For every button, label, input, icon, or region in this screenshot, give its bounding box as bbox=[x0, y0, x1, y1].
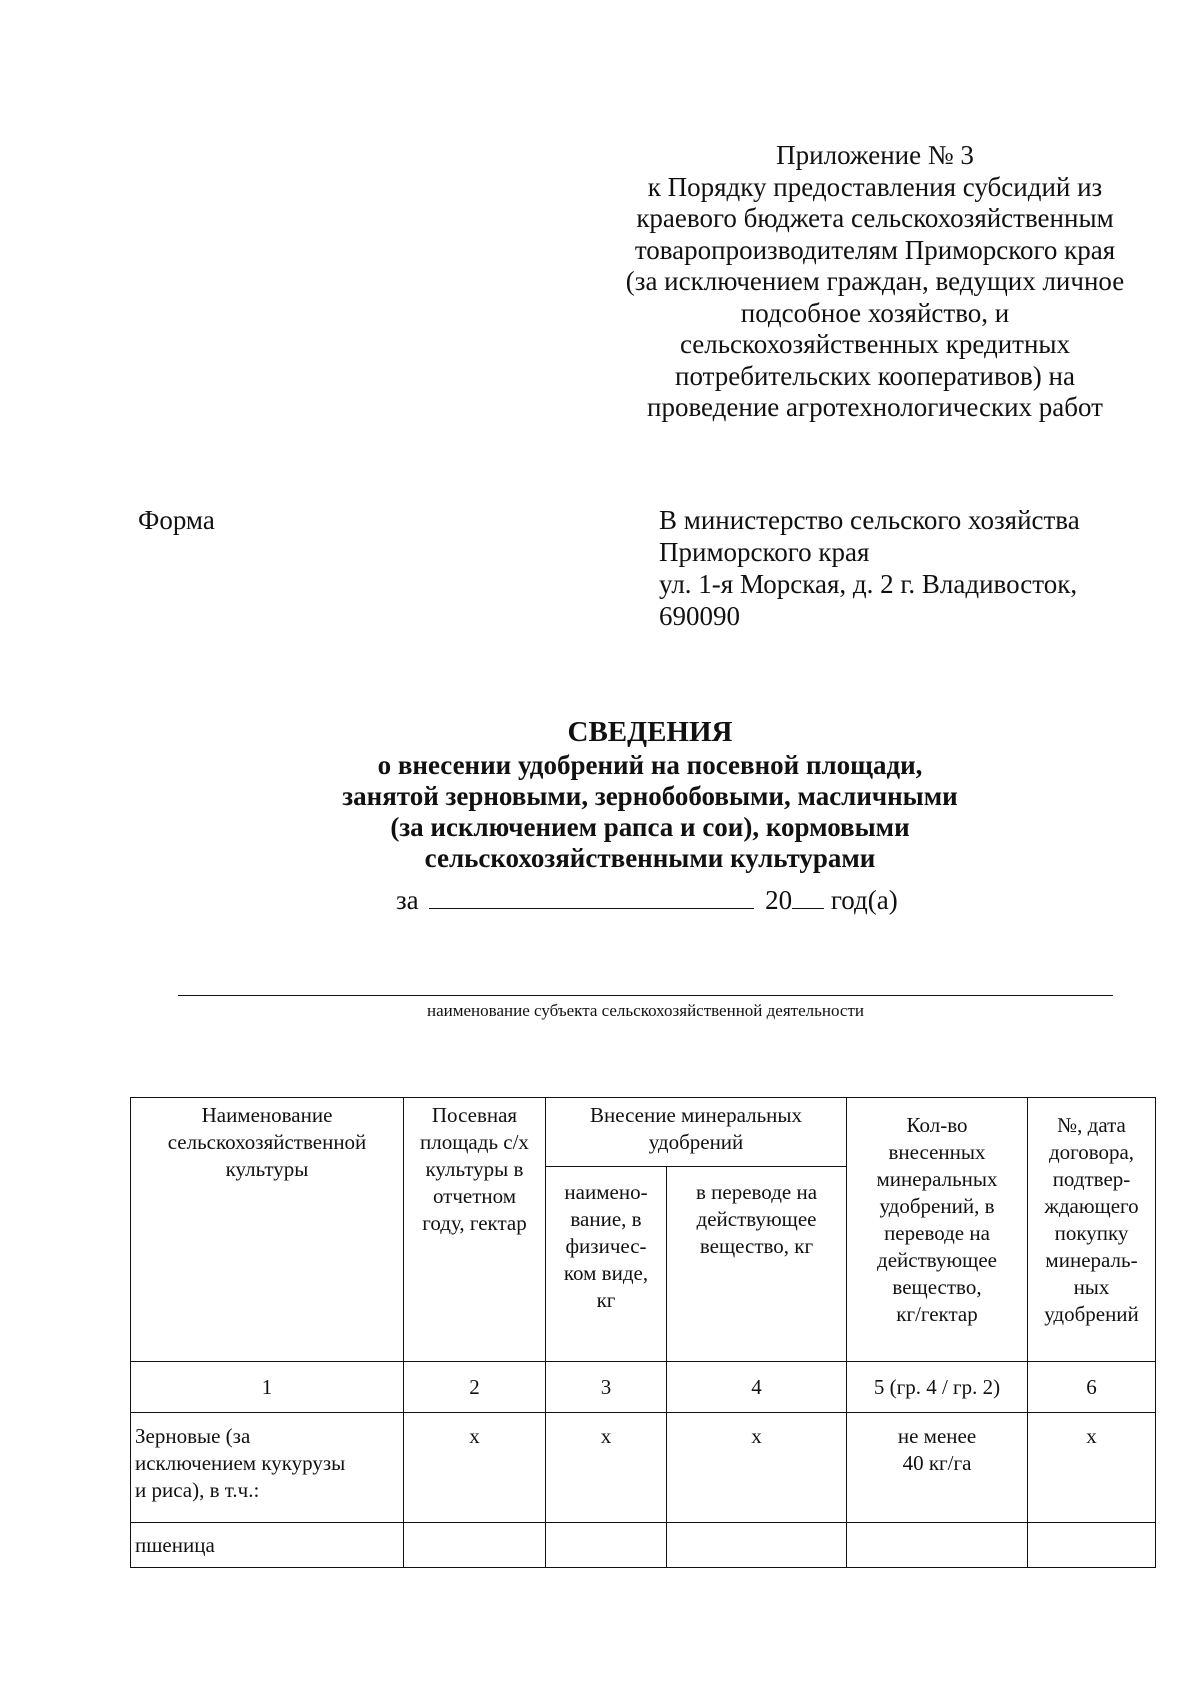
contract-cell[interactable] bbox=[1028, 1523, 1156, 1568]
header-text: Посевная bbox=[431, 1103, 518, 1127]
heading-line: о внесении удобрений на посевной площади, bbox=[377, 750, 923, 780]
amount-cell[interactable] bbox=[847, 1413, 1028, 1523]
header-text: покупку bbox=[1054, 1221, 1129, 1245]
appendix-line: к Порядку предоставления субсидий из bbox=[647, 171, 1103, 202]
heading-line: сельскохозяйственными культурами bbox=[424, 843, 876, 873]
header-text: Внесение минеральных bbox=[589, 1103, 803, 1127]
active-cell[interactable] bbox=[667, 1523, 847, 1568]
header-text: №, дата bbox=[1057, 1113, 1126, 1137]
appendix-line: (за исключением граждан, ведущих личное bbox=[625, 266, 1125, 296]
cell-text: не менее bbox=[897, 1424, 977, 1448]
column-number: 4 bbox=[667, 1362, 847, 1413]
header-text: кг bbox=[596, 1288, 616, 1312]
header-text: минераль- bbox=[1045, 1248, 1138, 1272]
header-text: культуры в bbox=[425, 1157, 524, 1181]
header-text: подтвер- bbox=[1052, 1167, 1131, 1191]
sown-area-cell[interactable]: х bbox=[404, 1413, 546, 1523]
header-contract bbox=[1028, 1098, 1156, 1362]
year-blank-field[interactable] bbox=[792, 886, 824, 909]
header-text: ком виде, bbox=[563, 1261, 649, 1285]
cell-text: Зерновые (за bbox=[135, 1424, 251, 1448]
header-mineral-group bbox=[546, 1098, 847, 1167]
address-line: Приморского края bbox=[659, 537, 870, 567]
header-text: вещество, кг bbox=[699, 1234, 814, 1258]
address-line: В министерство сельского хозяйства bbox=[659, 505, 1080, 535]
header-text: минеральных bbox=[876, 1167, 998, 1191]
document-title: СВЕДЕНИЯ bbox=[567, 716, 733, 748]
appendix-line: товаропроизводителям Приморского края bbox=[634, 234, 1116, 265]
crop-name-cell bbox=[131, 1523, 404, 1568]
cell-text: пшеница bbox=[135, 1532, 215, 1557]
column-number: 1 bbox=[131, 1362, 404, 1413]
cell-text: 40 кг/га bbox=[902, 1451, 972, 1475]
header-text: году, гектар bbox=[422, 1211, 527, 1235]
column-number: 6 bbox=[1028, 1362, 1156, 1413]
header-physical bbox=[546, 1167, 667, 1362]
header-text: физичес- bbox=[565, 1234, 647, 1258]
active-cell[interactable]: х bbox=[667, 1413, 847, 1523]
amount-cell[interactable] bbox=[847, 1523, 1028, 1568]
period-blank-field[interactable] bbox=[429, 886, 754, 909]
header-amount bbox=[847, 1098, 1028, 1362]
header-text: наимено- bbox=[564, 1180, 648, 1204]
header-text: действующее bbox=[877, 1248, 997, 1272]
subject-name-field[interactable] bbox=[178, 995, 1113, 996]
header-text: вание, в bbox=[570, 1207, 642, 1231]
column-number: 5 (гр. 4 / гр. 2) bbox=[847, 1362, 1028, 1413]
period-suffix: год(а) bbox=[830, 885, 898, 915]
fertilizer-table bbox=[130, 1097, 1156, 1568]
header-text: культуры bbox=[225, 1157, 309, 1181]
header-row bbox=[131, 1098, 1156, 1167]
heading-line: занятой зерновыми, зернобобовыми, масличными bbox=[342, 781, 958, 811]
header-crop-name bbox=[131, 1098, 404, 1362]
column-number-row bbox=[131, 1362, 1156, 1413]
form-label: Форма bbox=[138, 505, 215, 535]
header-text: удобрений, в bbox=[879, 1194, 995, 1218]
appendix-block bbox=[600, 140, 1150, 424]
header-text: вещество, bbox=[892, 1275, 982, 1299]
header-text: переводе на bbox=[884, 1221, 990, 1245]
header-active bbox=[667, 1167, 847, 1362]
period-prefix: за bbox=[396, 885, 419, 915]
header-text: договора, bbox=[1048, 1140, 1135, 1164]
physical-cell[interactable]: х bbox=[546, 1413, 667, 1523]
physical-cell[interactable] bbox=[546, 1523, 667, 1568]
column-number: 2 bbox=[404, 1362, 546, 1413]
header-text: удобрений bbox=[1044, 1302, 1139, 1326]
sown-area-cell[interactable] bbox=[404, 1523, 546, 1568]
addressee-block bbox=[659, 504, 1179, 632]
address-line: ул. 1-я Морская, д. 2 г. Владивосток, bbox=[659, 569, 1078, 599]
header-text: удобрений bbox=[648, 1130, 744, 1154]
appendix-line: потребительских кооперативов) на bbox=[675, 360, 1075, 391]
header-text: Наименование bbox=[201, 1103, 333, 1127]
header-text: сельскохозяйственной bbox=[167, 1130, 367, 1154]
heading-line: (за исключением рапса и сои), кормовыми bbox=[390, 812, 910, 842]
subject-caption: наименование субъекта сельскохозяйственной деятельности bbox=[427, 1001, 864, 1020]
header-text: ждающего bbox=[1044, 1194, 1139, 1218]
year-prefix: 20 bbox=[765, 885, 793, 915]
appendix-line: краевого бюджета сельскохозяйственным bbox=[636, 203, 1114, 233]
header-text: внесенных bbox=[888, 1140, 986, 1164]
column-number: 3 bbox=[546, 1362, 667, 1413]
appendix-line: сельскохозяйственных кредитных bbox=[679, 329, 1071, 359]
header-sown-area bbox=[404, 1098, 546, 1362]
header-text: ных bbox=[1073, 1275, 1110, 1299]
header-text: площадь с/х bbox=[420, 1130, 529, 1154]
crop-name-cell bbox=[131, 1413, 404, 1523]
table-row bbox=[131, 1413, 1156, 1523]
header-text: кг/гектар bbox=[896, 1302, 978, 1326]
address-line: 690090 bbox=[659, 601, 740, 631]
appendix-line: подсобное хозяйство, и bbox=[740, 297, 1010, 328]
header-text: Кол-во bbox=[906, 1113, 968, 1137]
period-line bbox=[396, 884, 898, 916]
header-text: отчетном bbox=[432, 1184, 517, 1208]
document-heading bbox=[250, 717, 1050, 874]
cell-text: исключением кукурузы bbox=[135, 1451, 346, 1475]
appendix-line: проведение агротехнологических работ bbox=[647, 392, 1103, 422]
appendix-line: Приложение № 3 bbox=[776, 140, 974, 170]
header-text: действующее bbox=[696, 1207, 817, 1231]
cell-text: и риса), в т.ч.: bbox=[135, 1478, 260, 1502]
table-row bbox=[131, 1523, 1156, 1568]
contract-cell[interactable]: х bbox=[1028, 1413, 1156, 1523]
header-text: в переводе на bbox=[695, 1180, 818, 1204]
